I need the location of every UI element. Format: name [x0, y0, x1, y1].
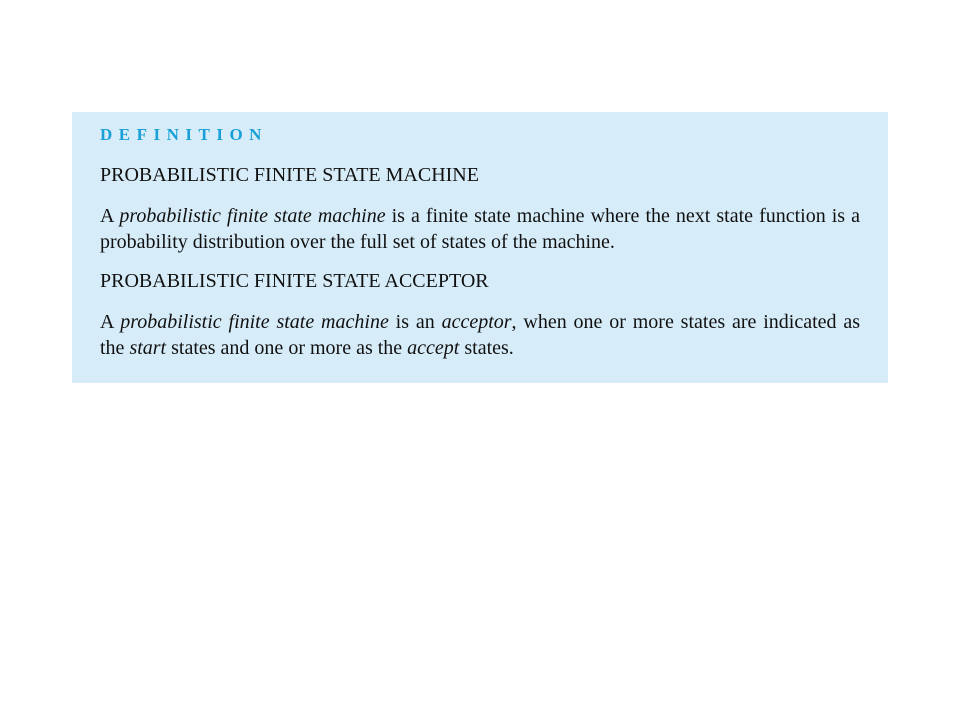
text-run: states and one or more as the — [166, 337, 408, 359]
text-run: A — [100, 311, 121, 333]
definition-paragraph-acceptor — [100, 309, 860, 361]
italic-term: start — [129, 337, 167, 359]
section-heading-acceptor: PROBABILISTIC FINITE STATE ACCEPTOR — [100, 270, 489, 292]
definition-label: DEFINITION — [100, 125, 268, 144]
definition-box — [72, 112, 888, 383]
text-run: is a finite state machine where the next state function is a probability distribution over the full set of states of the machine. — [100, 205, 860, 253]
italic-term: probabilistic finite state machine — [119, 205, 386, 227]
italic-term: probabilistic finite state machine — [120, 311, 389, 333]
italic-term: acceptor — [441, 311, 512, 333]
text-run: is an — [388, 311, 442, 333]
italic-term: accept — [407, 337, 460, 359]
text-run: A — [100, 205, 120, 227]
definition-paragraph-machine — [100, 203, 860, 255]
text-run: , when one or more states are indicated as the — [100, 311, 861, 359]
section-heading-machine: PROBABILISTIC FINITE STATE MACHINE — [100, 164, 479, 186]
text-run: states. — [459, 337, 514, 359]
